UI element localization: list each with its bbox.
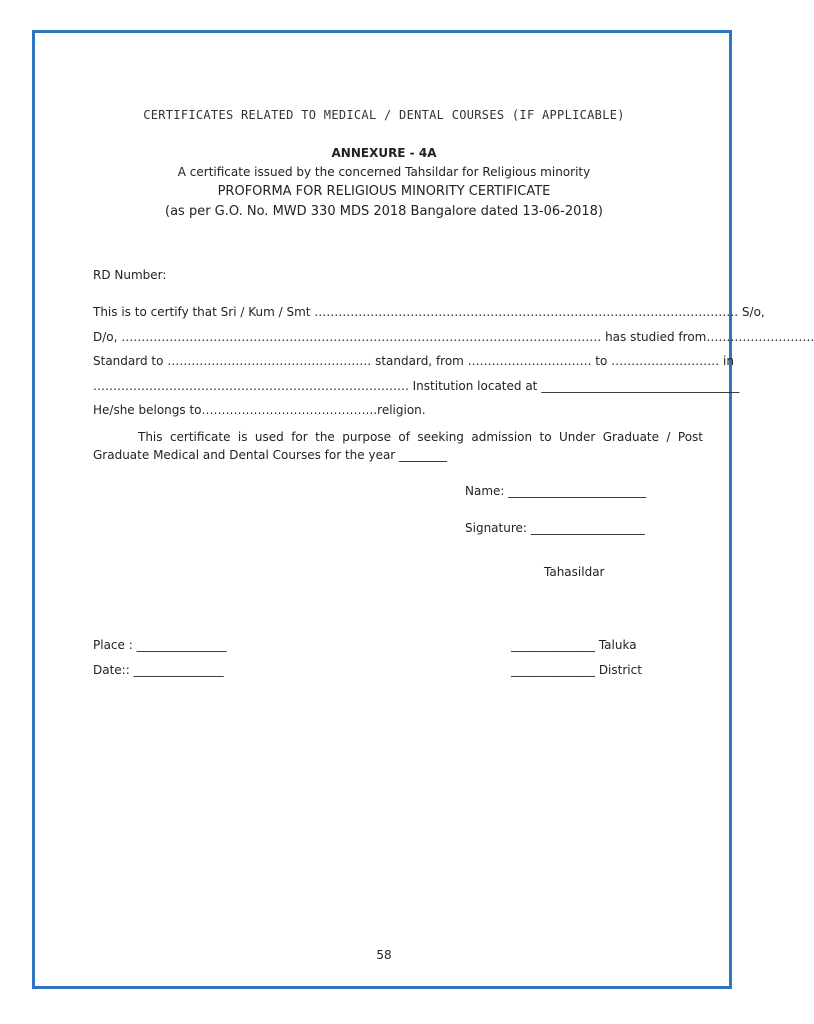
district-field-label: ______________ District bbox=[511, 663, 642, 677]
purpose-text: This certificate is used for the purpose of seeking admission to Under Graduate / Post Graduate Medical and Dental Courses for the year ________ bbox=[93, 430, 703, 462]
rd-number-label: RD Number: bbox=[93, 268, 167, 282]
place-field-label: Place : _______________ bbox=[93, 638, 227, 652]
purpose-paragraph bbox=[93, 428, 703, 464]
go-reference: (as per G.O. No. MWD 330 MDS 2018 Bangalore dated 13-06-2018) bbox=[165, 204, 603, 219]
body-line-4: ……………………………………………………………………. Institution located at _________________________________ bbox=[93, 379, 740, 393]
page-number: 58 bbox=[376, 948, 392, 962]
signature-field-label: Signature: ___________________ bbox=[465, 521, 645, 535]
body-line-2: D/o, ………………………………………………………………………………………………………… has studied from……………………… bbox=[93, 330, 814, 344]
tahasildar-label: Tahasildar bbox=[544, 565, 605, 579]
name-field-label: Name: _______________________ bbox=[465, 484, 647, 498]
document-heading: CERTIFICATES RELATED TO MEDICAL / DENTAL COURSES (IF APPLICABLE) bbox=[143, 108, 625, 122]
taluka-field-label: ______________ Taluka bbox=[511, 638, 637, 652]
body-line-3: Standard to …………………………………………… standard, from …………………………. to ……………………… in bbox=[93, 354, 734, 368]
body-line-5: He/she belongs to……………………………………..religion. bbox=[93, 403, 426, 417]
issued-by-text: A certificate issued by the concerned Tahsildar for Religious minority bbox=[177, 165, 591, 179]
annexure-title: ANNEXURE - 4A bbox=[331, 146, 437, 160]
proforma-title: PROFORMA FOR RELIGIOUS MINORITY CERTIFICATE bbox=[217, 184, 551, 199]
body-line-1: This is to certify that Sri / Kum / Smt ……………………………………………………………………………………………. S/o, bbox=[93, 305, 765, 319]
date-field-label: Date:: _______________ bbox=[93, 663, 224, 677]
